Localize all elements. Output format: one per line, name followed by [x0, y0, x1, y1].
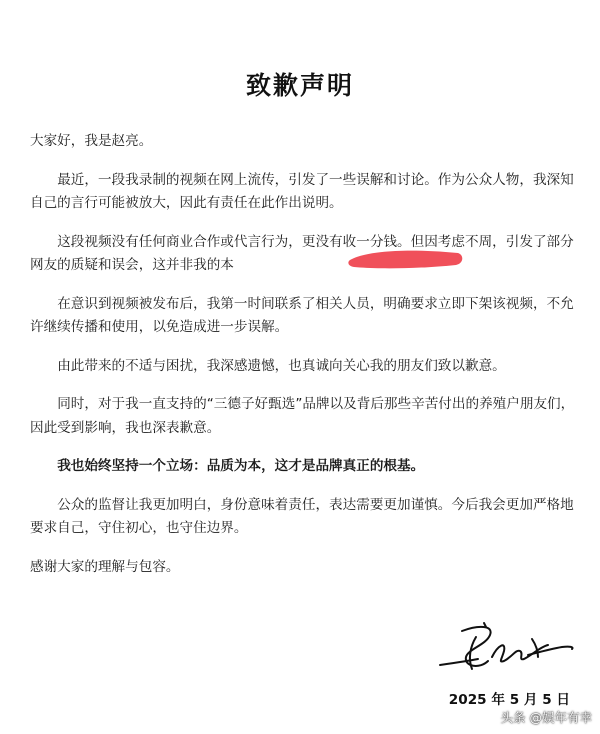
paragraph-1: 最近，一段我录制的视频在网上流传，引发了一些误解和讨论。作为公众人物，我深知自己的言行可能被放大，因此有责任在此作出说明。 [30, 171, 574, 211]
stance-paragraph [30, 455, 575, 479]
paragraph-6: 公众的监督让我更加明白，身份意味着责任，表达需要更加谨慎。今后我会更加严格地要求自己，守住初心，也守住边界。 [30, 496, 574, 536]
document-title: 致歉声明 [245, 71, 354, 100]
paragraph-2: 这段视频没有任何商业合作或代言行为，更没有收一分钱。但因考虑不周，引发了部分网友的质疑和误会，这并非我的本 [30, 233, 574, 273]
paragraph-4: 由此带来的不适与困扰，我深感遗憾，也真诚向关心我的朋友们致以歉意。 [57, 357, 506, 374]
stance-emphasis: 品质为本，这才是品牌真正的根基。 [206, 458, 425, 474]
handwritten-signature [432, 617, 580, 677]
redaction-mark [346, 245, 466, 271]
paragraph-5: 同时，对于我一直支持的“三德子好甄选”品牌以及背后那些辛苦付出的养殖户朋友们，因此受到影响，我也深表歉意。 [30, 396, 575, 436]
paragraph-3: 在意识到视频被发布后，我第一时间联系了相关人员，明确要求立即下架该视频，不允许继续传播和使用，以免造成进一步误解。 [30, 295, 574, 335]
closing-line: 感谢大家的理解与包容。 [30, 558, 180, 575]
document-date: 2025 年 5 月 5 日 [448, 692, 570, 708]
stance-prefix: 我也始终坚持一个立场： [57, 458, 207, 474]
watermark: 头条 @娱年有幸 [500, 710, 592, 725]
document-body [30, 130, 575, 594]
greeting: 大家好，我是赵亮。 [30, 133, 153, 149]
